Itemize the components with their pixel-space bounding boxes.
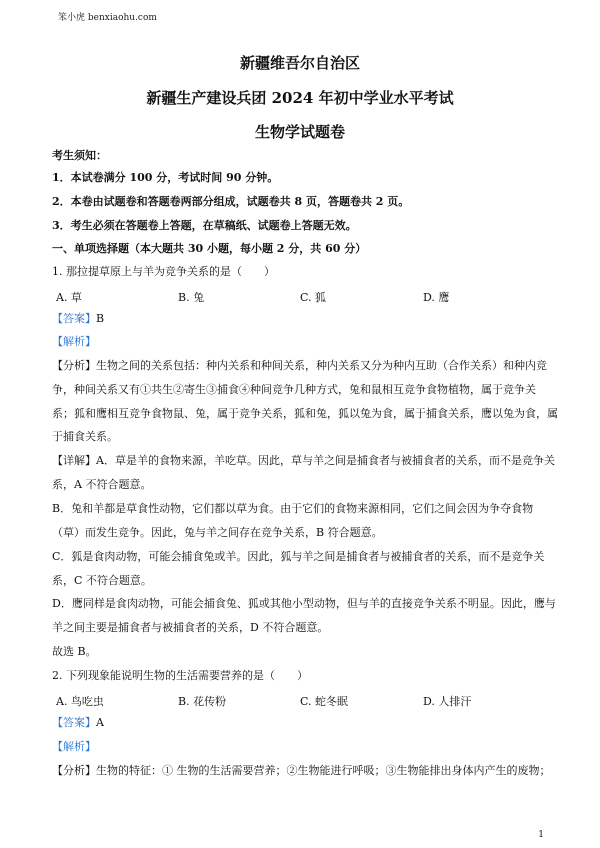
notice-2: 2．本卷由试题卷和答题卷两部分组成，试题卷共 8 页，答题卷共 2 页。: [52, 195, 410, 208]
q1-option-b: B. 兔: [178, 291, 205, 304]
answer-tag: 【答案】: [52, 312, 96, 325]
q1-detail-line: C．狐是食肉动物，可能会捕食兔或羊。因此，狐与羊之间是捕食者与被捕食者的关系，而不是竞争关: [52, 550, 545, 563]
q1-option-a: A. 草: [56, 291, 82, 304]
q2-option-a: A. 鸟吃虫: [56, 695, 104, 708]
answer-tag: 【答案】: [52, 716, 96, 729]
q1-option-d: D. 鹰: [423, 291, 450, 304]
q1-analysis-tag: 【解析】: [52, 335, 96, 348]
answer-value: A: [96, 716, 104, 729]
detail-text: A．草是羊的食物来源，羊吃草。因此，草与羊之间是捕食者与被捕食者的关系，而不是竞争关: [96, 454, 555, 467]
xiangjie-tag: 【详解】: [52, 454, 96, 467]
q1-fenxi-line: 争，种间关系又有①共生②寄生③捕食④种间竞争几种方式，兔和鼠相互竞争食物植物，属于竞争关: [52, 383, 536, 396]
q2-option-b: B. 花传粉: [178, 695, 227, 708]
q2-fenxi-line: [52, 764, 556, 777]
notice-title: 考生须知：: [52, 149, 107, 162]
answer-value: B: [96, 312, 105, 325]
q1-option-c: C. 狐: [300, 291, 327, 304]
notice-1: 1．本试卷满分 100 分，考试时间 90 分钟。: [52, 171, 279, 184]
section-heading: 一、单项选择题（本大题共 30 小题，每小题 2 分，共 60 分）: [52, 242, 367, 255]
fenxi-text: 生物之间的关系包括：种内关系和种间关系，种内关系又分为种内互助（合作关系）和种内竞: [96, 359, 547, 372]
q1-detail-line: B．兔和羊都是草食性动物，它们都以草为食。由于它们的食物来源相同，它们之间会因为争夺食物: [52, 502, 534, 515]
q1-stem: 1. 那拉提草原上与羊为竞争关系的是（ ）: [52, 265, 275, 278]
q1-detail-line: 系，C 不符合题意。: [52, 574, 152, 587]
page-number: 1: [538, 830, 544, 840]
notice-3: 3．考生必须在答题卷上答题，在草稿纸、试题卷上答题无效。: [52, 219, 357, 232]
q1-fenxi-line: [52, 359, 556, 372]
exam-title: 新疆生产建设兵团 2024 年初中学业水平考试: [146, 89, 454, 107]
fenxi-tag: 【分析】: [52, 764, 96, 777]
q1-detail-line: 系，A 不符合题意。: [52, 478, 152, 491]
q2-stem: 2. 下列现象能说明生物的生活需要营养的是（ ）: [52, 669, 308, 682]
fenxi-tag: 【分析】: [52, 359, 96, 372]
q1-fenxi-line: 系；狐和鹰相互竞争食物鼠、兔，属于竞争关系，狐和兔，狐以兔为食，属于捕食关系，鹰以兔为食，属: [52, 407, 558, 420]
site-header: 笨小虎 benxiaohu.com: [58, 13, 157, 23]
q1-detail-line: D．鹰同样是食肉动物，可能会捕食兔、狐或其他小型动物，但与羊的直接竞争关系不明显。因此，鹰与: [52, 597, 556, 610]
q1-fenxi-line: 于捕食关系。: [52, 430, 118, 443]
q1-detail-line: 羊之间主要是捕食者与被捕食者的关系，D 不符合题意。: [52, 621, 329, 634]
q1-detail-line: [52, 454, 556, 467]
q2-analysis-tag: 【解析】: [52, 740, 96, 753]
q1-conclusion: 故选 B。: [52, 645, 97, 658]
paper-title: 生物学试题卷: [254, 123, 345, 141]
q2-answer: [52, 716, 556, 729]
q2-option-c: C. 蛇冬眠: [300, 695, 349, 708]
region-title: 新疆维吾尔自治区: [239, 54, 360, 72]
q1-detail-line: （草）而发生竞争。因此，兔与羊之间存在竞争关系，B 符合题意。: [52, 526, 383, 539]
q1-answer: [52, 312, 556, 325]
q2-option-d: D. 人排汗: [423, 695, 472, 708]
fenxi-text: 生物的特征：① 生物的生活需要营养；②生物能进行呼吸；③生物能排出身体内产生的废物；: [96, 764, 551, 777]
